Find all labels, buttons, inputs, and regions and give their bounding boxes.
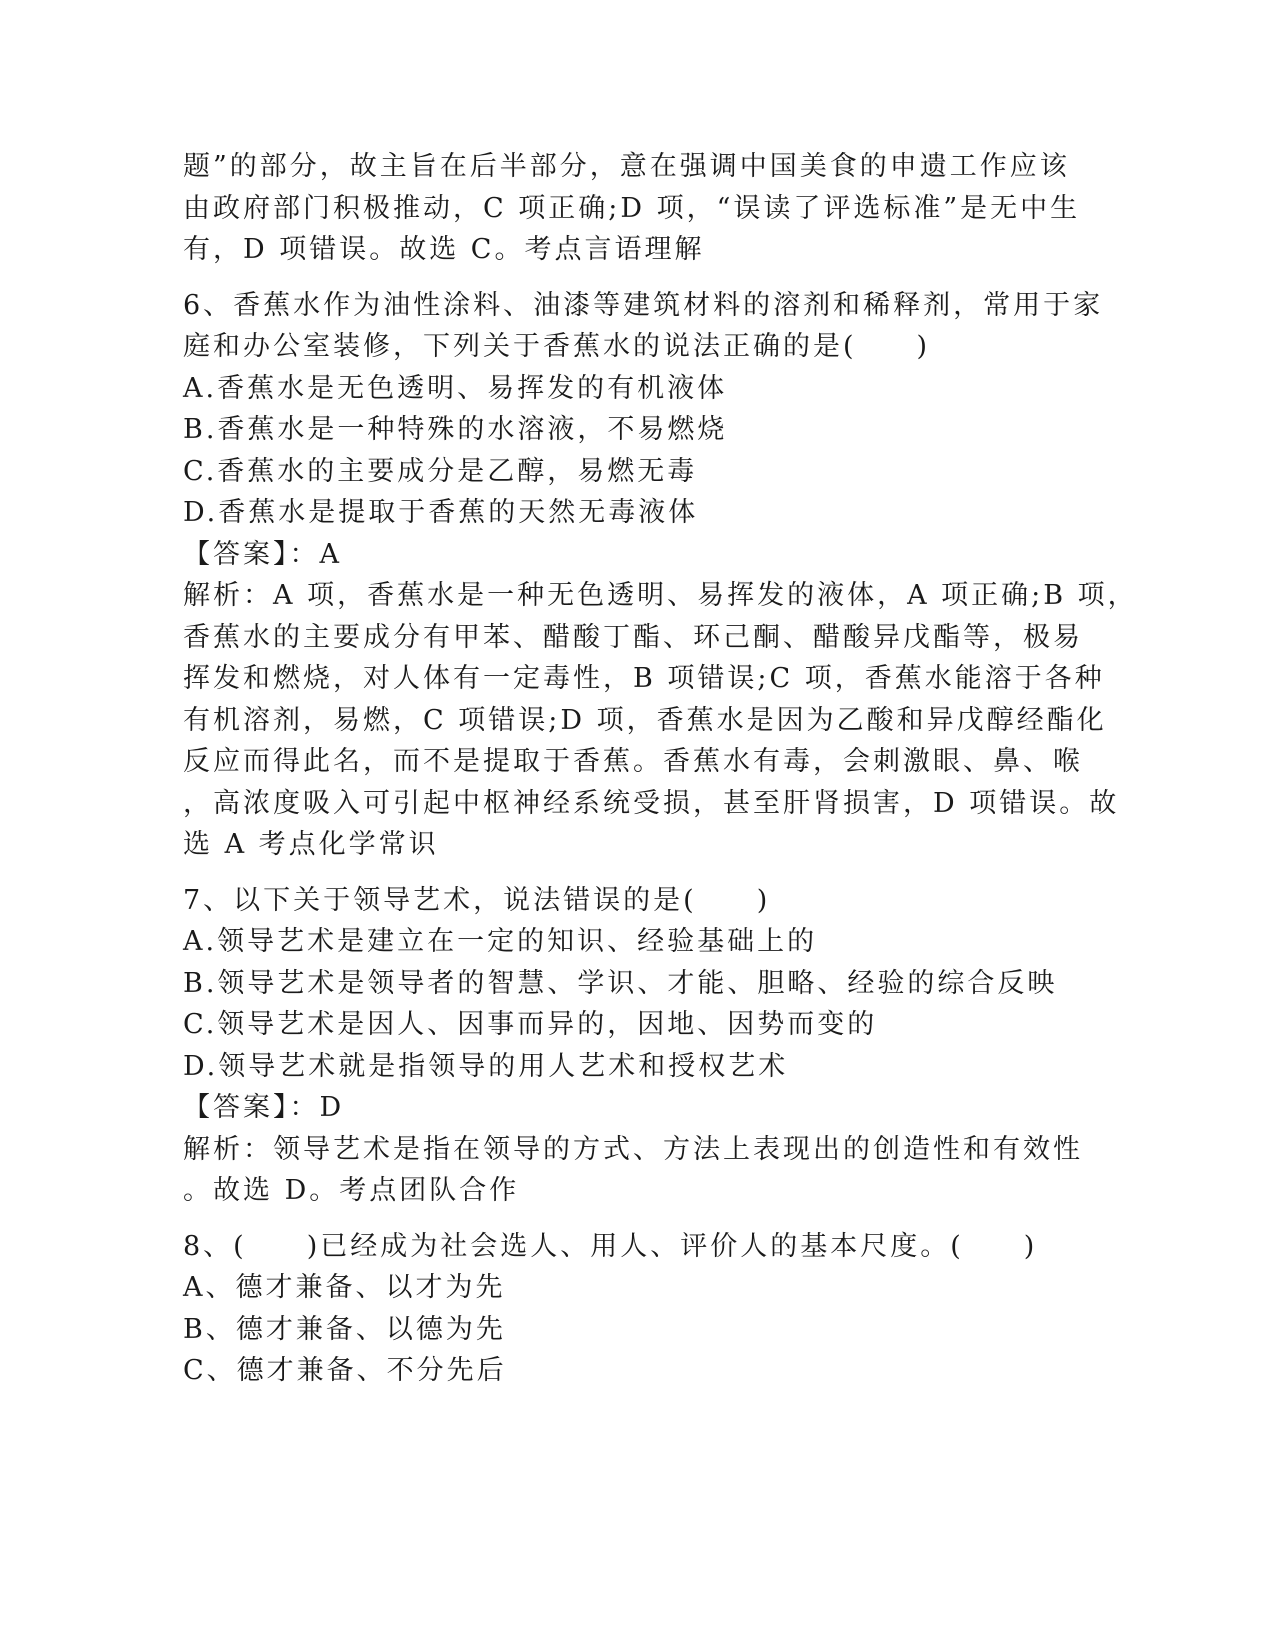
answer-line: 【答案】：A <box>183 538 342 570</box>
option-b: B.香蕉水是一种特殊的水溶液，不易燃烧 <box>183 414 728 445</box>
answer-line: 【答案】：D <box>183 1092 345 1123</box>
question-stem: 7、以下关于领导艺术，说法错误的是( ) <box>183 884 771 916</box>
analysis-line: 解析：A 项，香蕉水是一种无色透明、易挥发的液体，A 项正确;B 项， <box>183 580 1138 611</box>
text-line: 有，D 项错误。故选 C。考点言语理解 <box>183 234 705 265</box>
text-line: 由政府部门积极推动，C 项正确;D 项，“误读了评选标准”是无中生 <box>183 192 1081 224</box>
analysis-line: ，高浓度吸入可引起中枢神经系统受损，甚至肝肾损害，D 项错误。故 <box>183 787 1120 819</box>
option-d: D.领导艺术就是指领导的用人艺术和授权艺术 <box>183 1050 789 1082</box>
analysis-line: 香蕉水的主要成分有甲苯、醋酸丁酯、环己酮、醋酸异戊酯等，极易 <box>183 621 1083 653</box>
question-6 <box>183 285 1138 866</box>
option-d: D.香蕉水是提取于香蕉的天然无毒液体 <box>183 497 699 528</box>
page-content <box>183 146 1138 1392</box>
analysis-line: 反应而得此名，而不是提取于香蕉。香蕉水有毒，会刺激眼、鼻、喉 <box>183 746 1083 777</box>
option-b: B、德才兼备、以德为先 <box>183 1313 506 1345</box>
analysis-line: 挥发和燃烧，对人体有一定毒性，B 项错误;C 项，香蕉水能溶于各种 <box>183 663 1105 694</box>
option-c: C.领导艺术是因人、因事而异的，因地、因势而变的 <box>183 1009 878 1040</box>
question-stem: 庭和办公室装修，下列关于香蕉水的说法正确的是( ) <box>183 331 931 362</box>
analysis-line: 选 A 考点化学常识 <box>183 829 439 860</box>
question-stem: 8、( )已经成为社会选人、用人、评价人的基本尺度。( ) <box>183 1230 1038 1262</box>
option-b: B.领导艺术是领导者的智慧、学识、才能、胆略、经验的综合反映 <box>183 967 1058 999</box>
analysis-line: 有机溶剂，易燃，C 项错误;D 项，香蕉水是因为乙酸和异戊醇经酯化 <box>183 704 1107 736</box>
analysis-line: 。故选 D。考点团队合作 <box>183 1175 520 1206</box>
question-8 <box>183 1226 1063 1392</box>
question-7 <box>183 880 1083 1212</box>
analysis-line: 解析：领导艺术是指在领导的方式、方法上表现出的创造性和有效性 <box>183 1133 1083 1165</box>
option-a: A.香蕉水是无色透明、易挥发的有机液体 <box>183 372 728 404</box>
question-stem: 6、香蕉水作为油性涂料、油漆等建筑材料的溶剂和稀释剂，常用于家 <box>183 289 1104 321</box>
text-line: 题”的部分，故主旨在后半部分，意在强调中国美食的申遗工作应该 <box>183 151 1070 182</box>
previous-analysis-continuation <box>183 146 1081 271</box>
option-a: A.领导艺术是建立在一定的知识、经验基础上的 <box>183 926 818 957</box>
option-c: C.香蕉水的主要成分是乙醇，易燃无毒 <box>183 455 698 487</box>
option-a: A、德才兼备、以才为先 <box>183 1272 506 1303</box>
option-c: C、德才兼备、不分先后 <box>183 1355 507 1386</box>
